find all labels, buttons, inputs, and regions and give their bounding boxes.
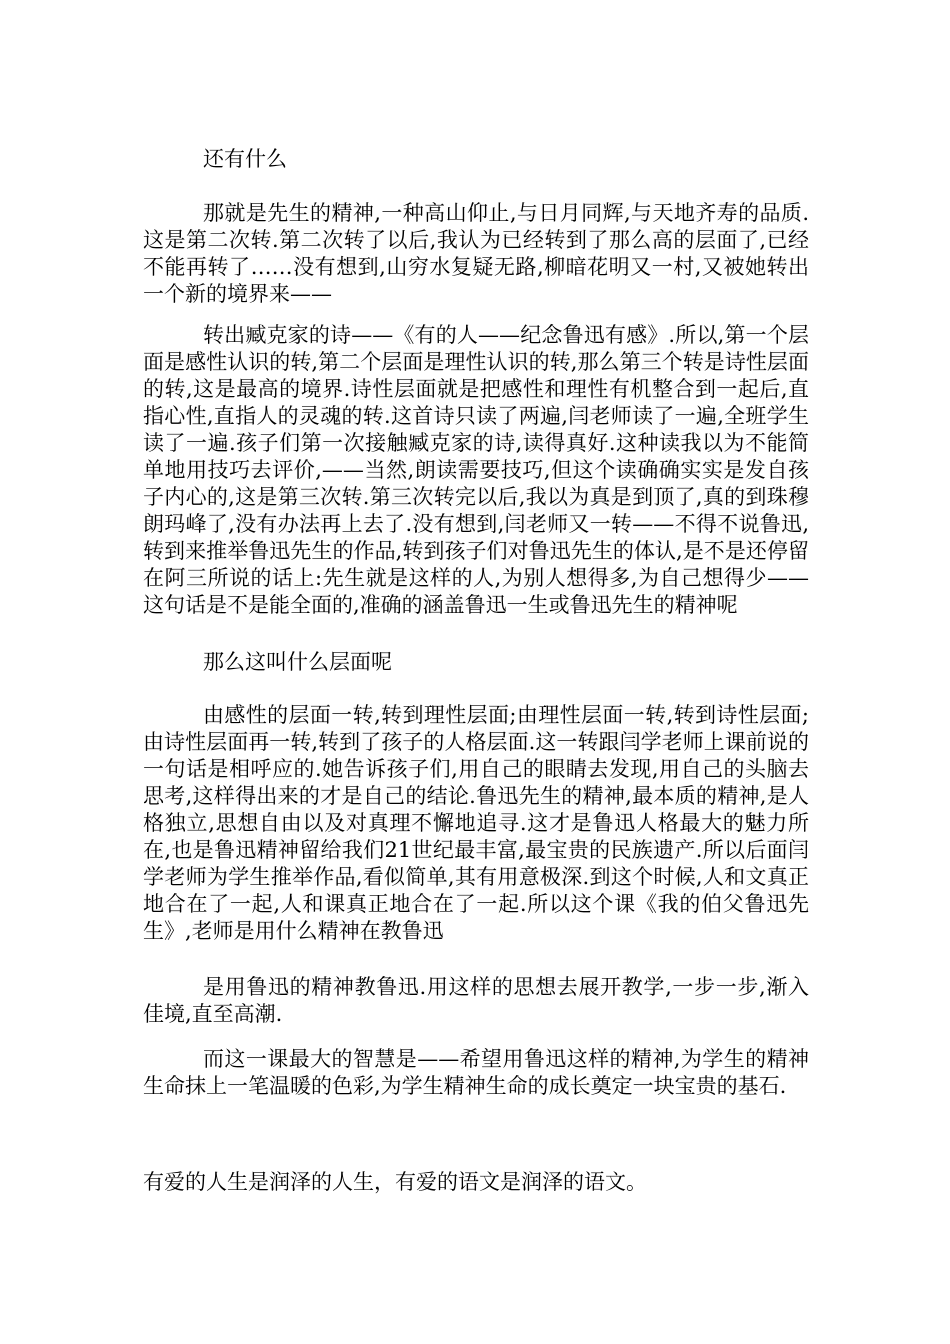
paragraph-poem-turn: 转出臧克家的诗——《有的人——纪念鲁迅有感》.所以,第一个层面是感性认识的转,第二个层面是理性认识的转,那么第三个转是诗性层面的转,这是最高的境界.诗性层面就是把感性和理性有机整合到一起后,直指心性,直指人的灵魂的转.这首诗只读了两遍,闫老师读了一遍,全班学生读了一遍.孩子们第一次接触臧克家的诗,读得真好.这种读我以为不能简单地用技巧去评价,——当然,朗读需要技巧,但这个读确确实实是发自孩子内心的,这是第三次转.第三次转完以后,我以为真是到顶了,真的到珠穆朗玛峰了,没有办法再上去了.没有想到,闫老师又一转——不得不说鲁迅,转到来推举鲁迅先生的作品,转到孩子们对鲁迅先生的体认,是不是还停留在阿三所说的话上:先生就是这样的人,为别人想得多,为自己想得少——这句话是不是能全面的,准确的涵盖鲁迅一生或鲁迅先生的精神呢 (143, 323, 809, 617)
paragraph-personality-level: 由感性的层面一转,转到理性层面;由理性层面一转,转到诗性层面;由诗性层面再一转,转到了孩子的人格层面.这一转跟闫学老师上课前说的一句话是相呼应的.她告诉孩子们,用自己的眼睛去发现,用自己的头脑去思考,这样得出来的才是自己的结论.鲁迅先生的精神,最本质的精神,是人格独立,思想自由以及对真理不懈地追寻.这才是鲁迅人格最大的魅力所在,也是鲁迅精神留给我们21世纪最丰富,最宝贵的民族遗产.所以后面闫学老师为学生推举作品,看似简单,其有用意极深.到这个时候,人和文真正地合在了一起,人和课真正地合在了一起.所以这个课《我的伯父鲁迅先生》,老师是用什么精神在教鲁迅 (143, 703, 809, 943)
paragraph-wisdom: 而这一课最大的智慧是——希望用鲁迅这样的精神,为学生的精神生命抹上一笔温暖的色彩,为学生精神生命的成长奠定一块宝贵的基石. (143, 1047, 809, 1098)
closing-line: 有爱的人生是润泽的人生，有爱的语文是润泽的语文。 (143, 1170, 647, 1194)
paragraph-question-level: 那么这叫什么层面呢 (203, 650, 392, 674)
paragraph-teaching-method: 是用鲁迅的精神教鲁迅.用这样的思想去展开教学,一步一步,渐入佳境,直至高潮. (143, 975, 809, 1026)
paragraph-spirit: 那就是先生的精神,一种高山仰止,与日月同辉,与天地齐寿的品质.这是第二次转.第二次转了以后,我认为已经转到了那么高的层面了,已经不能再转了……没有想到,山穷水复疑无路,柳暗花明又一村,又被她转出一个新的境界来—— (143, 201, 809, 306)
paragraph-heading-what-else: 还有什么 (203, 147, 287, 171)
